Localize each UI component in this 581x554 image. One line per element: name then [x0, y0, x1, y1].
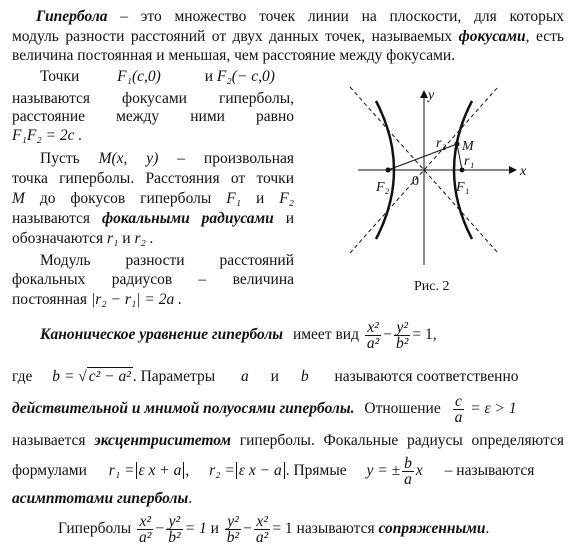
frac-y2-b2: $\frac{\text{y²}}{\text{b²}}$: [396, 318, 409, 352]
canonical-term: Каноническое уравнение гиперболы: [40, 326, 284, 343]
frac-x2-a2: $\frac{\text{x²}}{\text{a²}}$: [366, 318, 380, 352]
focus-f2: F₂(− c,0): [216, 68, 275, 85]
frac-c-a: $\frac{c}{a}$: [454, 392, 463, 426]
asymptotes-term: асимптотами гиперболы: [12, 490, 189, 507]
radii-line-2: точка гиперболы. Расстояния от точки: [12, 170, 294, 187]
r1-label: r₁: [464, 154, 475, 169]
conjugate-line: Гиперболы $\frac{\text{x²}}{\text{a²}}$ − $\frac{\text{y²}}{\text{b²}}$ = 1 и $\frac{\text{y²}}{\text{b²}}$ − $\frac{\text{x²}}{\text{a²}}$ = 1 называются сопряженными.: [58, 512, 490, 546]
asymptotes-line: асимптотами гиперболы.: [12, 490, 193, 507]
foci-line-3: расстояние между ними равно: [12, 108, 294, 125]
canonical-line: Каноническое уравнение гиперболы имеет вид $\frac{\text{x²}}{\text{a²}}$ − $\frac{\text{y²}}{\text{b²}}$ = 1,: [40, 318, 437, 352]
hyperbola-figure: [338, 85, 538, 270]
foci-term: фокусами: [458, 28, 526, 45]
point-m: M(x, y): [98, 150, 159, 167]
hyperbola-term: Гипербола: [36, 8, 108, 25]
focal-radii-term: фокальными радиусами: [102, 210, 274, 227]
intro-line-2: модуль разности расстояний от двух данных точек, называемых фокусами, есть: [12, 28, 564, 45]
radii-line-3: M до фокусов гиперболы F₁ и F₂: [12, 190, 295, 207]
frac-y2-b2-conj2: $\frac{\text{y²}}{\text{b²}}$: [226, 512, 240, 546]
frac-x2-a2-conj: $\frac{\text{x²}}{\text{a²}}$: [139, 512, 152, 546]
radii-line-5: обозначаются r₁ и r₂ .: [12, 230, 154, 247]
radius-r2: [388, 144, 457, 170]
formulas-line: формулами r₁ = ε x + a , r₂ = ε x − a . Прямые y = ± $\frac{b}{a}$ x – называются: [12, 454, 535, 488]
conjugate-term: сопряженными: [378, 520, 486, 537]
f1-label: F₁: [456, 180, 470, 195]
f2-label: F₂: [376, 180, 390, 195]
origin-label: 0: [412, 174, 419, 189]
radii-line-1: Пусть M(x, y) – произвольная: [40, 150, 294, 167]
r2-label: r₂: [436, 136, 447, 151]
eccentricity-term: эксцентриситетом: [94, 432, 232, 449]
modulus-line-2: фокальных радиусов – величина: [12, 271, 294, 288]
modulus-formula: |r₂ − r₁| = 2a .: [90, 291, 182, 308]
foci-distance: F₁F₂ = 2c .: [12, 127, 83, 144]
focus-f2-point: [386, 168, 391, 173]
eccentricity-line: называется эксцентриситетом гиперболы. Фокальные радиусы определяются: [12, 432, 564, 449]
focus-f1: F₁(c,0): [117, 68, 161, 85]
y-label: y: [428, 88, 435, 103]
radii-line-4: называются фокальными радиусами и: [12, 210, 295, 227]
params-line: где b = √ c² − a² . Параметры a и b называются соответственно: [12, 368, 519, 385]
m-label: M: [462, 139, 474, 154]
frac-x2-a2-conj2: $\frac{\text{x²}}{\text{a²}}$: [255, 512, 269, 546]
frac-b-a: $\frac{b}{a}$: [404, 454, 412, 488]
frac-y2-b2-conj: $\frac{\text{y²}}{\text{b²}}$: [168, 512, 181, 546]
modulus-line-1: Модуль разности расстояний: [40, 252, 294, 269]
foci-line-1: Точки F₁(c,0) и F₂(− c,0): [40, 68, 275, 85]
intro-line-3: величина постоянная и меньшая, чем расстояние между фокусами.: [12, 47, 456, 64]
sqrt-expression: c² − a²: [88, 368, 131, 385]
figure-caption: Рис. 2: [414, 279, 450, 294]
semiaxes-line: действительной и мнимой полуосями гиперболы. Отношение $\frac{c}{a}$ = ε > 1: [12, 392, 517, 426]
foci-line-2: называются фокусами гиперболы,: [12, 90, 294, 107]
intro-line-1: Гипербола – это множество точек линии на плоскости, для которых: [36, 8, 564, 25]
x-label: x: [520, 164, 527, 179]
point-m-dot: [455, 142, 460, 147]
modulus-line-3: постоянная |r₂ − r₁| = 2a .: [12, 291, 182, 308]
semiaxes-term: действительной и мнимой полуосями гиперболы.: [12, 400, 355, 417]
